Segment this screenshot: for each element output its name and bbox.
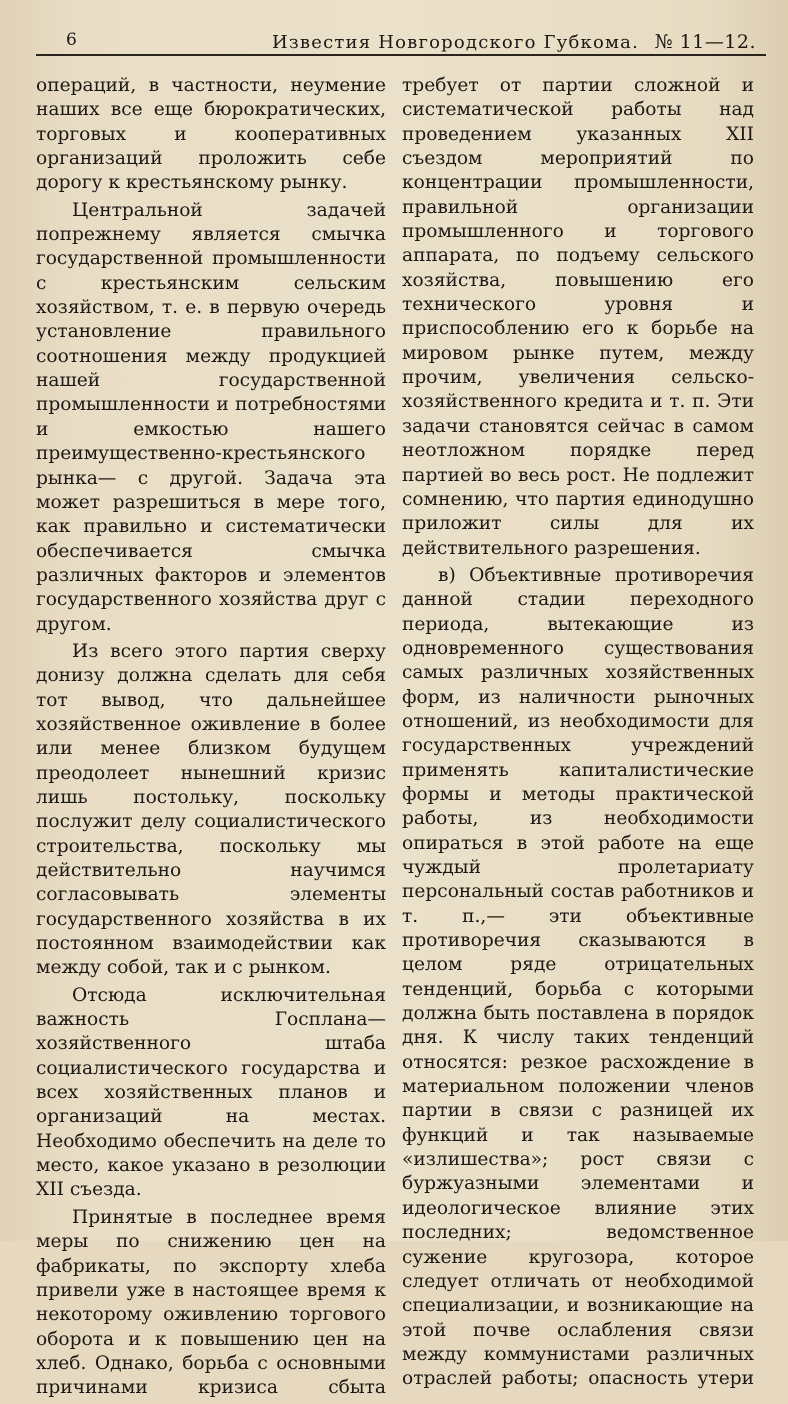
paragraph: требует от партии сложной и систематической работы над проведением указанных XII съездом мероприятий по концентрации промышленности, правильной организации промышленного и торгового аппарата, по подъему сельского хозяйства, повышению его технического уровня и приспособлению его к борьбе на мировом рынке путем, между прочим, увеличения сельско-хозяйственного кредита и т. п. Эти задачи становятся сейчас в самом неотложном порядке перед партией во весь рост. Не подлежит сомнению, что партия единодушно приложит силы для их действительного разрешения. bbox=[402, 75, 754, 559]
journal-title: Известия Новгородского Губкома. bbox=[272, 32, 640, 53]
issue-number: № 11—12. bbox=[654, 31, 756, 53]
right-column bbox=[402, 74, 754, 1395]
paragraph: Из всего этого партия сверху донизу должна сделать для себя тот вывод, что дальнейшее хозяйственное оживление в более или менее близком будущем преодолеет нынешний кризис лишь постольку, поскольку послужит делу социалистического строительства, поскольку мы действительно научимся согласовывать элементы государственного хозяйства в их постоянном взаимодействии как между собой, так и с рынком. bbox=[36, 640, 386, 979]
paragraph: в) Объективные противоречия данной стадии переходного периода, вытекающие из одновременного существования самых различных хозяйственных форм, из наличности рыночных отношений, из необходимости для государственных учреждений применять капиталистические формы и методы практической работы, из необходимости опираться в этой работе на еще чуждый пролетариату персональный состав работников и т. п.,— эти объективные противоречия сказываются в целом ряде отрицательных тенденций, борьба с которыми должна быть поставлена в порядок дня. К числу таких тенденций относятся: резкое расхождение в материальном положении членов партии в связи с разницей их функций и так называемые «излишества»; рост связи с буржуазными элементами и идеологическое влияние этих последних; ведомственное сужение кругозора, которое следует отличать от необходимой специализации, и возникающие на этой почве ослабления связи между коммунистами различных отраслей работы; опасность утери bbox=[402, 564, 754, 1390]
paragraph: Принятые в последнее время меры по снижению цен на фабрикаты, по экспорту хлеба привели уже в настоящее время к некоторому оживлению торгового оборота и к повышению цен на хлеб. Однако, борьба с основными причинами кризиса сбыта bbox=[36, 1206, 386, 1399]
paragraph: Центральной задачей попрежнему является смычка государственной промышленности с крестьянским сельским хозяйством, т. е. в первую очередь установление правильного соотношения между продукцией нашей государственной промышленности и потребностями и емкостью нашего преимущественно-крестьянского рынка— с другой. Задача эта может разрешиться в мере того, как правильно и систематически обеспечивается смычка различных факторов и элементов государственного хозяйства друг с другом. bbox=[36, 199, 386, 635]
paragraph: Отсюда исключительная важность Госплана—хозяйственного штаба социалистического государства и всех хозяйственных планов и организаций на местах. Необходимо обеспечить на деле то место, какое указано в резолюции XII съезда. bbox=[36, 984, 386, 1201]
header-rule bbox=[36, 54, 766, 56]
left-column bbox=[36, 74, 386, 1404]
paragraph: операций, в частности, неумение наших все еще бюрократических, торговых и кооперативных организаций проложить себе дорогу к крестьянскому рынку. bbox=[36, 75, 386, 194]
page-header bbox=[36, 26, 766, 60]
page-number: 6 bbox=[66, 30, 77, 50]
